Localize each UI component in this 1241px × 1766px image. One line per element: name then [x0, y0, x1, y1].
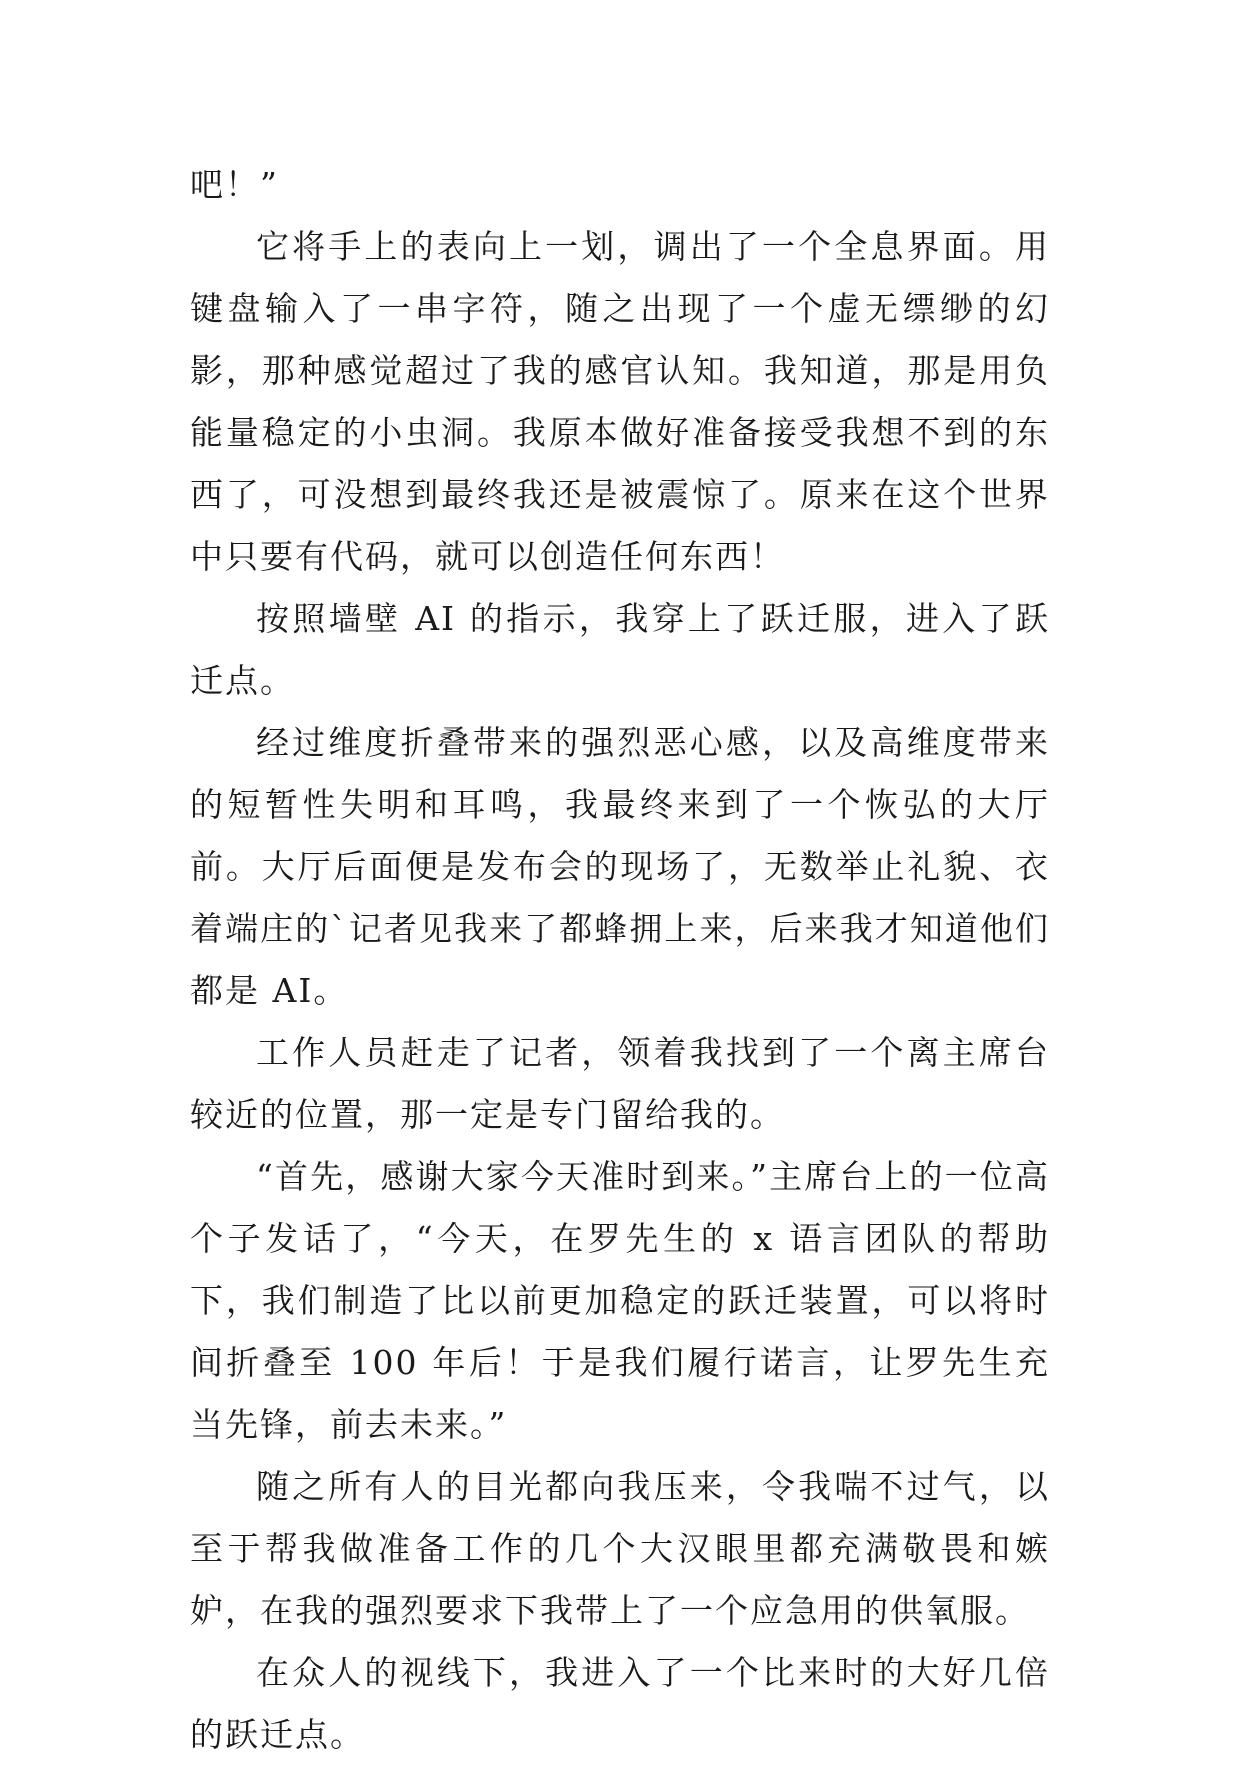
paragraph-2: 它将手上的表向上一划，调出了一个全息界面。用键盘输入了一串字符，随之出现了一个虚无缥缈的幻影，那种感觉超过了我的感官认知。我知道，那是用负能量稳定的小虫洞。我原本做好准备接受我想不到的东西了，可没想到最终我还是被震惊了。原来在这个世界中只要有代码，就可以创造任何东西！	[190, 227, 1050, 576]
paragraph-3: 按照墙壁 AI 的指示，我穿上了跃迁服，进入了跃迁点。	[190, 599, 1050, 700]
paragraph-7: 随之所有人的目光都向我压来，令我喘不过气，以至于帮我做准备工作的几个大汉眼里都充满敬畏和嫉妒，在我的强烈要求下我带上了一个应急用的供氧服。	[190, 1467, 1050, 1630]
paragraph-8: 在众人的视线下，我进入了一个比来时的大好几倍的跃迁点。	[190, 1653, 1050, 1754]
paragraph-4: 经过维度折叠带来的强烈恶心感，以及高维度带来的短暂性失明和耳鸣，我最终来到了一个恢弘的大厅前。大厅后面便是发布会的现场了，无数举止礼貌、衣着端庄的`记者见我来了都蜂拥上来，后来我才知道他们都是 AI。	[190, 723, 1050, 1010]
document-body	[190, 154, 1050, 1766]
paragraph-5: 工作人员赶走了记者，领着我找到了一个离主席台较近的位置，那一定是专门留给我的。	[190, 1033, 1050, 1134]
paragraph-1: 吧！”	[190, 165, 279, 204]
paragraph-6: “首先，感谢大家今天准时到来。”主席台上的一位高个子发话了，“今天，在罗先生的 x 语言团队的帮助下，我们制造了比以前更加稳定的跃迁装置，可以将时间折叠至 100 年后！于是我们履行诺言，让罗先生充当先锋，前去未来。”	[190, 1157, 1050, 1444]
